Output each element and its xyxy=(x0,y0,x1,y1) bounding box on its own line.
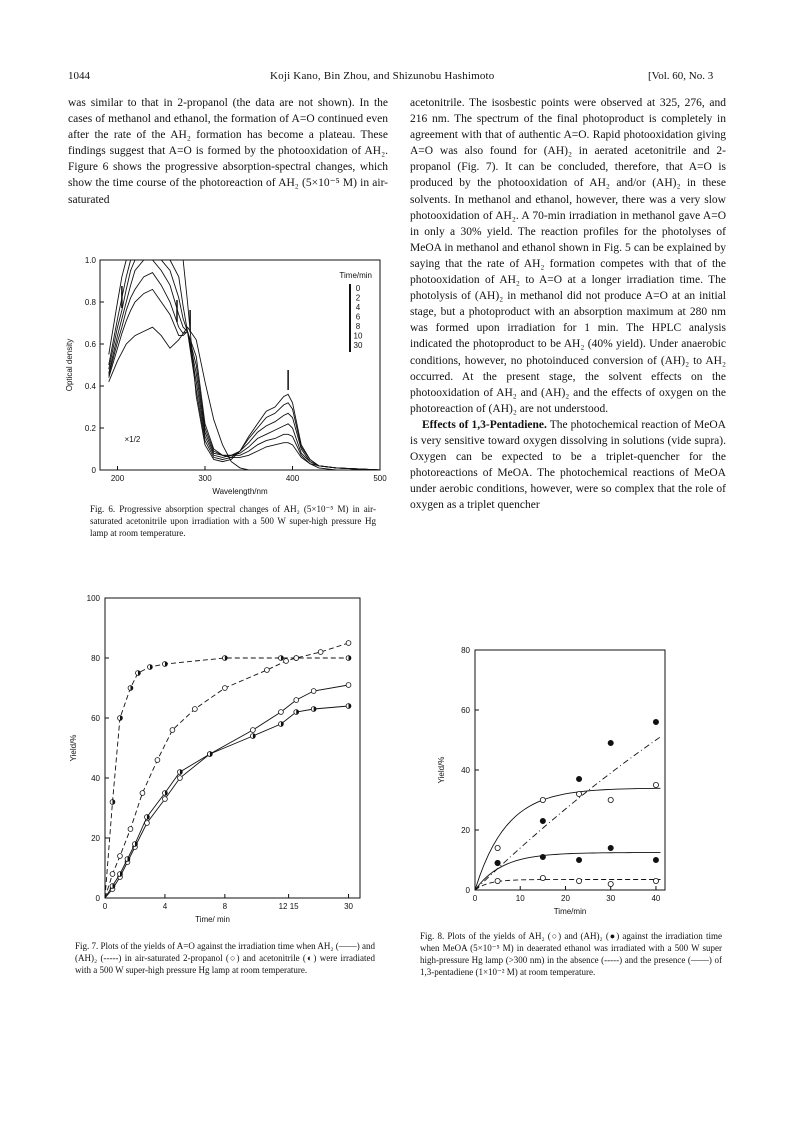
fig8-x-tick-label: 40 xyxy=(651,894,661,903)
fig8-caption: Fig. 8. Plots of the yields of AH₂ (○) and (AH)₂ (●) against the irradiation time when MeOA (5×10⁻⁵ M) in deaerated ethanol was irradiated with a 500 W super high-pressure Hg lamp (>300 nm) in the absence (-----) and the presence (——) of 1,3-pentadiene (1×10⁻² M) at room temperature. xyxy=(420,931,722,977)
fig7-x-tick-label: 8 xyxy=(222,902,228,911)
fig8-y-tick-label: 60 xyxy=(461,706,470,715)
fig6-x-tick-label: 200 xyxy=(110,474,125,483)
fig7-data-point xyxy=(155,758,160,763)
fig7-series-line xyxy=(105,706,349,898)
page-number: 1044 xyxy=(68,70,90,82)
fig7-data-point xyxy=(170,728,175,733)
fig8-data-point xyxy=(608,881,613,886)
fig8-data-point xyxy=(540,818,545,823)
fig8-x-tick-label: 20 xyxy=(561,894,570,903)
fig7-y-tick-label: 100 xyxy=(86,594,100,603)
fig6-legend-entry: 10 xyxy=(353,331,363,341)
fig7-data-point xyxy=(110,872,115,877)
fig7-data-point xyxy=(251,728,256,733)
fig7-data-point xyxy=(294,698,299,703)
fig7-plot-group xyxy=(69,594,360,924)
fig7-data-point xyxy=(346,641,351,646)
fig8-data-point xyxy=(540,854,545,859)
fig8-data-point xyxy=(495,860,500,865)
fig8-x-tick-label: 30 xyxy=(606,894,616,903)
fig8-chart xyxy=(430,640,680,925)
fig6-y-tick-label: 0 xyxy=(91,466,96,475)
fig8-x-tick-label: 0 xyxy=(472,894,478,903)
fig7-x-axis-label: Time/ min xyxy=(195,915,230,924)
fig7-series-line xyxy=(105,658,349,898)
fig8-data-point xyxy=(608,845,613,850)
fig8-data-point xyxy=(653,878,658,883)
fig6-caption: Fig. 6. Progressive absorption spectral changes of AH₂ (5×10⁻⁵ M) in air-saturated acetonitrile upon irradiation with a 500 W super-high pressure Hg lamp at room temperature. xyxy=(90,504,376,538)
fig7-data-point xyxy=(163,797,168,802)
fig8-data-point xyxy=(576,791,581,796)
fig8-data-point xyxy=(608,740,613,745)
fig6-series-line xyxy=(109,327,380,470)
fig6-series-line xyxy=(109,260,380,470)
fig6-x-tick-label: 500 xyxy=(373,474,387,483)
fig7-x-tick-label: 12 15 xyxy=(278,902,299,911)
fig6-y-tick-label: 0.8 xyxy=(84,298,96,307)
fig7-y-tick-label: 40 xyxy=(91,774,100,783)
fig6-legend-entry: 0 xyxy=(355,284,361,293)
fig6-legend-entry: 30 xyxy=(353,341,363,350)
fig7-data-point xyxy=(318,650,323,655)
fig6-legend-entry: 6 xyxy=(355,312,361,322)
fig7-x-tick-label: 4 xyxy=(162,902,168,911)
fig8-data-point xyxy=(576,776,581,781)
fig6-plot-group xyxy=(65,256,387,496)
fig6-x-tick-label: 400 xyxy=(285,474,300,483)
fig6-y-tick-label: 0.6 xyxy=(84,340,96,349)
fig8-y-tick-label: 0 xyxy=(465,886,470,895)
fig6-y-tick-label: 1.0 xyxy=(84,256,96,265)
fig7-data-point xyxy=(279,710,284,715)
fig8-curve-ah2-absence xyxy=(475,737,660,890)
right-paragraph-1: acetonitrile. The isosbestic points were observed at 325, 276, and 216 nm. The spectrum of the final photoproduct is completely in agreement with that of authentic A=O. Rapid photooxidation giving A=O was also found for (AH)₂ in aerated acetonitrile and 2-propanol (Fig. 7). It can be concluded, therefore, that A=O is produced by the photooxidation of AH₂ and/or (AH)₂ in these solvents. In methanol and ethanol, however, there was a very slow photooxidation of AH₂. A 70-min irradiation in methanol gave A=O in only a 30% yield. The reaction profiles for the photolyses of MeOA in methanol and ethanol shown in Fig. 5 can be explained by saying that the rate of AH₂ formation competes with that of the photooxidation of AH₂ to A=O at a longer irradiation time. The photolysis of (AH)₂ in methanol did not produce A=O at an initial stage, but a photoproduct with an absorption maximum at 280 nm was formed upon irradiation for 1 min. The HPLC analysis indicated the photoproduct to be AH₂ (40% yield). Under anaerobic conditions, however, no photoinduced conversion of (AH)₂ to AH₂ occurred. At the present stage, the solvent effects on the photooxidation of AH₂ and (AH)₂ and the effects of oxygen on the photoreaction of (AH)₂ are not understood. xyxy=(410,97,726,415)
fig8-data-point xyxy=(608,797,613,802)
fig8-data-point xyxy=(495,878,500,883)
fig8-curve-ah2-presence xyxy=(475,788,660,890)
fig7-data-point xyxy=(284,659,289,664)
fig8-curve-ah-presence xyxy=(475,880,660,891)
fig8-data-point xyxy=(576,857,581,862)
fig8-data-point xyxy=(653,719,658,724)
fig8-data-point xyxy=(576,878,581,883)
fig7-data-point xyxy=(222,686,227,691)
fig6-y-tick-label: 0.2 xyxy=(84,424,96,433)
fig6-legend-entry: 8 xyxy=(355,322,361,331)
fig7-x-tick-label: 30 xyxy=(344,902,353,911)
fig6-chart xyxy=(60,250,390,500)
fig7-chart xyxy=(60,588,380,933)
fig7-data-point xyxy=(311,689,316,694)
fig6-x-axis-label: Wavelength/nm xyxy=(212,487,268,496)
fig6-series-line xyxy=(109,273,380,470)
fig8-plot-group xyxy=(437,646,665,916)
fig6-legend-title: Time/min xyxy=(339,271,372,280)
fig7-data-point xyxy=(192,707,197,712)
fig7-frame xyxy=(105,598,360,898)
fig6-x-tick-label: 300 xyxy=(198,474,212,483)
fig8-data-point xyxy=(653,782,658,787)
fig7-data-point xyxy=(178,776,183,781)
fig7-data-point xyxy=(118,854,123,859)
fig6-scale-annotation: ×1/2 xyxy=(124,435,141,444)
section-heading: Effects of 1,3-Pentadiene. xyxy=(422,418,547,431)
fig7-x-tick-label: 0 xyxy=(102,902,108,911)
fig7-y-tick-label: 20 xyxy=(91,834,100,843)
fig6-legend-entry: 4 xyxy=(355,303,361,312)
fig6-y-tick-label: 0.4 xyxy=(84,382,96,391)
fig6-series-line xyxy=(109,260,380,470)
fig8-x-axis-label: Time/min xyxy=(553,907,587,916)
fig8-y-axis-label: Yield/% xyxy=(437,756,446,784)
fig7-data-point xyxy=(140,791,145,796)
fig7-y-axis-label: Yield/% xyxy=(69,734,78,762)
fig8-data-point xyxy=(540,797,545,802)
fig6-series-line xyxy=(109,260,380,470)
right-paragraph-2: The photochemical reaction of MeOA is very sensitive toward oxygen dissolving in solutions (vide supra). Oxygen can be expected to be a triplet-quencher for the photoreactions of MeOA. The photochemical reactions of MeOA under aerobic conditions, however, were so complex that the role of oxygen as a triplet quencher xyxy=(410,418,726,512)
fig7-caption: Fig. 7. Plots of the yields of A=O against the irradiation time when AH₂ (——) and (AH)₂ (-----) in air-saturated 2-propanol (○) and acetonitrile (◐) were irradiated with a 500 W super-high pressure Hg lamp at room temperature. xyxy=(75,941,375,975)
running-authors: Koji Kano, Bin Zhou, and Shizunobu Hashimoto xyxy=(270,70,495,82)
fig8-curve-ah-absence xyxy=(475,853,660,890)
fig8-y-tick-label: 20 xyxy=(461,826,470,835)
fig6-legend-entry: 2 xyxy=(355,293,361,303)
fig7-y-tick-label: 0 xyxy=(95,894,100,903)
fig6-series-line xyxy=(109,260,380,470)
fig8-x-tick-label: 10 xyxy=(515,894,525,903)
fig7-y-tick-label: 80 xyxy=(91,654,100,663)
fig7-data-point xyxy=(346,683,351,688)
left-paragraph: was similar to that in 2-propanol (the data are not shown). In the cases of methanol and ethanol, the formation of A=O continued even after the rate of the AH₂ formation has become a plateau. These findings suggest that A=O is formed by the photooxidation of AH₂. Figure 6 shows the progressive absorption-spectral changes, which show the time course of the photoreaction of AH₂ (5×10⁻⁵ M) in air-saturated xyxy=(68,97,388,206)
journal-volume: [Vol. 60, No. 3 xyxy=(648,70,714,82)
fig6-y-axis-label: Optical density xyxy=(65,338,74,392)
fig8-y-tick-label: 40 xyxy=(461,766,470,775)
fig8-data-point xyxy=(540,875,545,880)
right-column xyxy=(410,95,726,513)
fig7-y-tick-label: 60 xyxy=(91,714,100,723)
fig7-data-point xyxy=(294,656,299,661)
fig7-series-line xyxy=(105,643,349,898)
fig8-data-point xyxy=(653,857,658,862)
fig8-y-tick-label: 80 xyxy=(461,646,470,655)
fig7-data-point xyxy=(265,668,270,673)
fig8-data-point xyxy=(495,845,500,850)
left-column xyxy=(68,95,388,208)
fig7-data-point xyxy=(128,827,133,832)
fig6-frame xyxy=(100,260,380,470)
